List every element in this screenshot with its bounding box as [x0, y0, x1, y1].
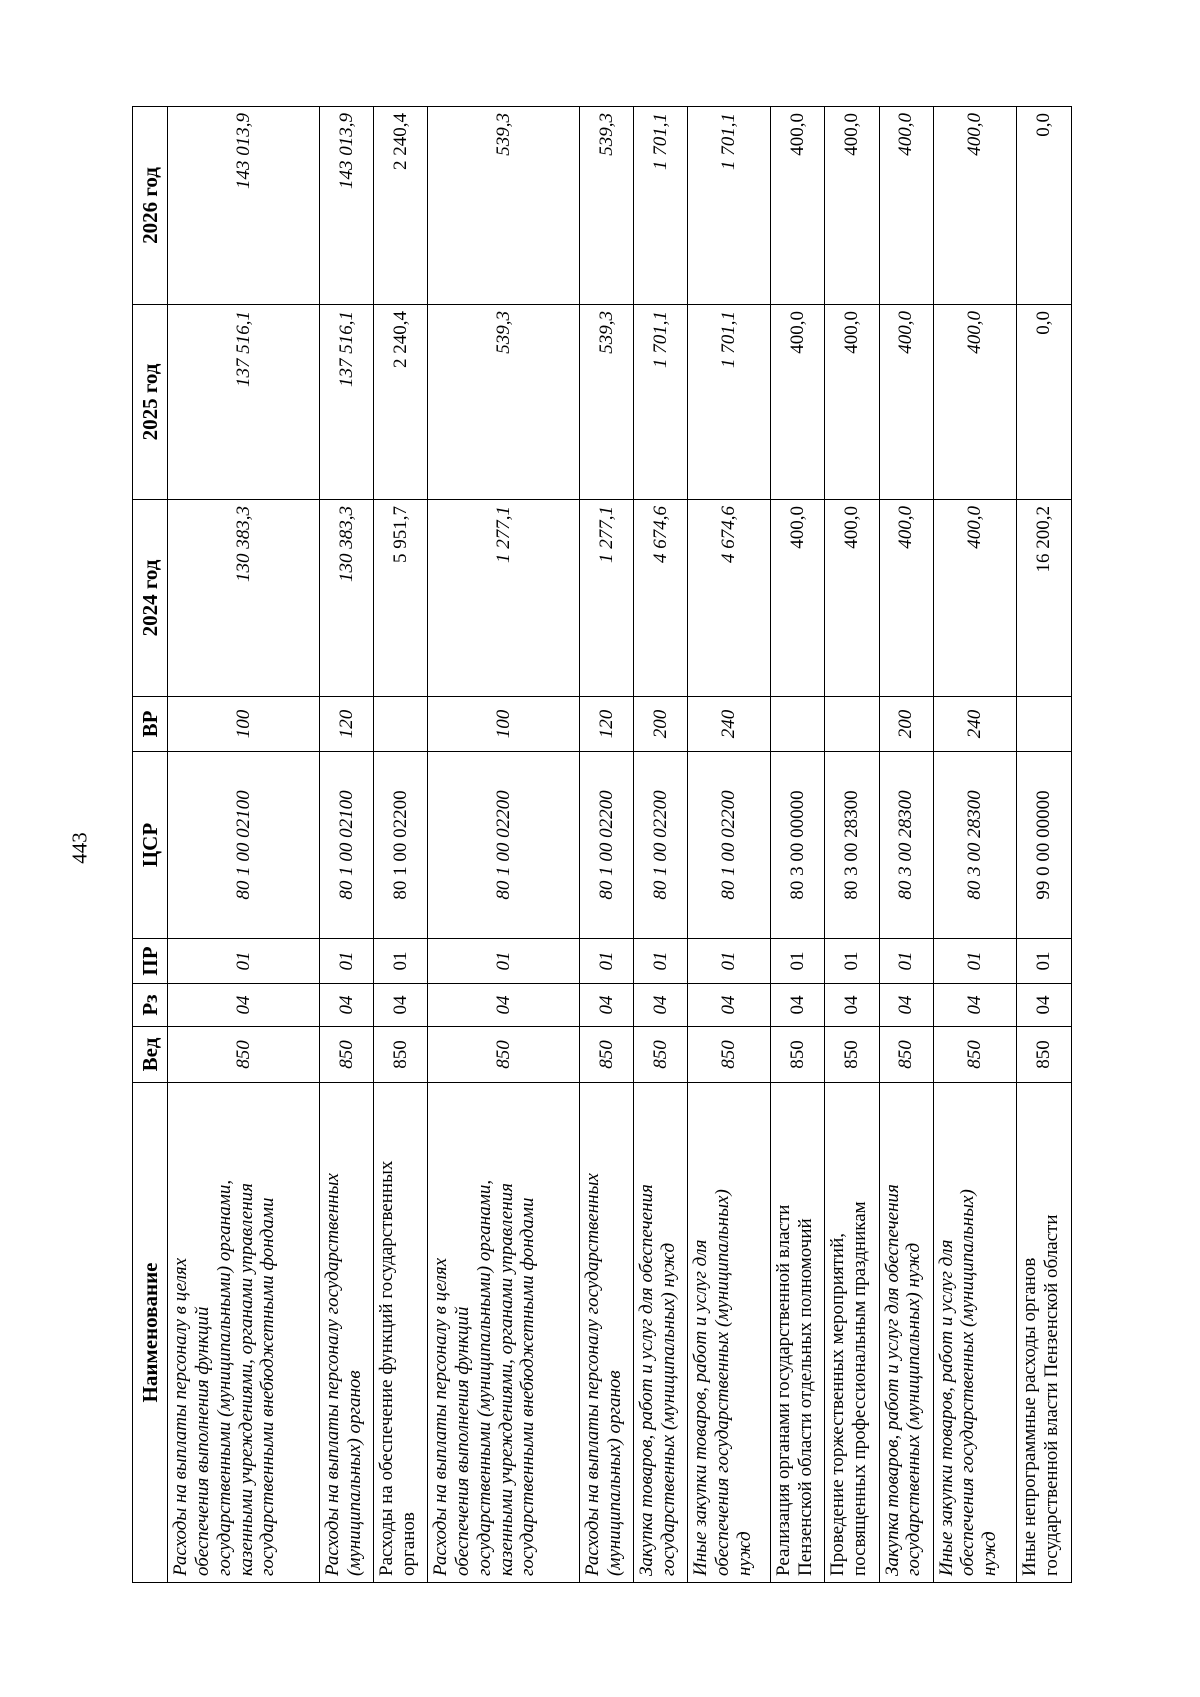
cell-2025: 400,0 [933, 305, 1016, 500]
cell-name-line: (муниципальных) органов [603, 1370, 625, 1576]
cell-2024: 130 383,3 [319, 500, 373, 697]
header-rz: Рз [133, 984, 168, 1027]
cell-name [771, 1083, 825, 1583]
cell-name-line: государственными внебюджетными фондами [257, 1197, 279, 1576]
cell-vr: 240 [688, 697, 771, 752]
cell-rz: 04 [634, 984, 688, 1027]
cell-rz: 04 [1016, 984, 1071, 1027]
cell-ved: 850 [319, 1027, 373, 1083]
cell-rz: 04 [933, 984, 1016, 1027]
cell-2024: 400,0 [825, 500, 879, 697]
cell-ved: 850 [933, 1027, 1016, 1083]
cell-csr: 80 3 00 28300 [879, 752, 933, 939]
cell-name-line: государственными внебюджетными фондами [517, 1197, 539, 1576]
cell-ved: 850 [634, 1027, 688, 1083]
budget-table [132, 106, 1072, 1583]
cell-2026: 539,3 [579, 107, 633, 305]
cell-name-line: Закупка товаров, работ и услуг для обеспечения [636, 1184, 658, 1576]
table-row [879, 107, 933, 1583]
cell-csr: 80 1 00 02200 [688, 752, 771, 939]
cell-vr [825, 697, 879, 752]
cell-2024: 1 277,1 [579, 500, 633, 697]
table-row [168, 107, 320, 1583]
cell-ved: 850 [373, 1027, 427, 1083]
cell-2026: 1 701,1 [688, 107, 771, 305]
table-row [825, 107, 879, 1583]
cell-name-line: Иные закупки товаров, работ и услуг для [935, 1239, 957, 1576]
cell-vr: 200 [879, 697, 933, 752]
cell-ved: 850 [428, 1027, 580, 1083]
cell-name-line: нужд [979, 1531, 1001, 1576]
cell-name-line: государственными (муниципальными) органами, [473, 1179, 495, 1576]
header-name: Наименование [133, 1083, 168, 1583]
cell-name-line: Проведение торжественных мероприятий, [827, 1232, 849, 1576]
cell-ved: 850 [879, 1027, 933, 1083]
cell-pr: 01 [933, 939, 1016, 984]
table-row [771, 107, 825, 1583]
header-pr: ПР [133, 939, 168, 984]
cell-2024: 4 674,6 [688, 500, 771, 697]
cell-pr: 01 [825, 939, 879, 984]
cell-pr: 01 [319, 939, 373, 984]
cell-2025: 400,0 [825, 305, 879, 500]
cell-csr: 80 3 00 28300 [933, 752, 1016, 939]
cell-2024: 400,0 [879, 500, 933, 697]
cell-name-line: обеспечения государственных (муниципальных) [711, 1189, 733, 1576]
cell-rz: 04 [688, 984, 771, 1027]
cell-rz: 04 [373, 984, 427, 1027]
cell-rz: 04 [825, 984, 879, 1027]
cell-vr: 120 [579, 697, 633, 752]
cell-2026: 400,0 [771, 107, 825, 305]
cell-name-line: Расходы на выплаты персоналу государственных [581, 1173, 603, 1576]
table-row [933, 107, 1016, 1583]
cell-pr: 01 [373, 939, 427, 984]
cell-csr: 80 1 00 02100 [168, 752, 320, 939]
cell-ved: 850 [168, 1027, 320, 1083]
cell-name-line: органов [397, 1512, 419, 1576]
cell-pr: 01 [879, 939, 933, 984]
cell-2025: 2 240,4 [373, 305, 427, 500]
cell-pr: 01 [168, 939, 320, 984]
cell-name [373, 1083, 427, 1583]
cell-name-line: Закупка товаров, работ и услуг для обеспечения [881, 1184, 903, 1576]
cell-name-line: государственными (муниципальными) органами, [213, 1179, 235, 1576]
rotated-table-wrapper [132, 107, 1072, 1583]
cell-vr [1016, 697, 1071, 752]
table-row [428, 107, 580, 1583]
cell-name-line: Расходы на выплаты персоналу государственных [321, 1173, 343, 1576]
cell-name-line: государственной власти Пензенской области [1040, 1214, 1062, 1576]
cell-vr: 120 [319, 697, 373, 752]
cell-2026: 539,3 [428, 107, 580, 305]
cell-2025: 400,0 [771, 305, 825, 500]
cell-csr: 80 1 00 02100 [319, 752, 373, 939]
cell-name [428, 1083, 580, 1583]
cell-name-line: (муниципальных) органов [343, 1370, 365, 1576]
cell-2025: 1 701,1 [688, 305, 771, 500]
cell-2024: 1 277,1 [428, 500, 580, 697]
cell-ved: 850 [825, 1027, 879, 1083]
cell-pr: 01 [1016, 939, 1071, 984]
cell-name-line: обеспечения выполнения функций [191, 1306, 213, 1576]
cell-name [879, 1083, 933, 1583]
cell-rz: 04 [428, 984, 580, 1027]
cell-2026: 1 701,1 [634, 107, 688, 305]
cell-name-line: Расходы на выплаты персоналу в целях [170, 1257, 191, 1576]
cell-name-line: Иные закупки товаров, работ и услуг для [690, 1239, 712, 1576]
cell-name [319, 1083, 373, 1583]
header-csr: ЦСР [133, 752, 168, 939]
cell-vr: 240 [933, 697, 1016, 752]
cell-ved: 850 [688, 1027, 771, 1083]
cell-ved: 850 [1016, 1027, 1071, 1083]
cell-2026: 400,0 [825, 107, 879, 305]
cell-name-line: обеспечения выполнения функций [451, 1306, 473, 1576]
cell-name [1016, 1083, 1071, 1583]
header-2026: 2026 год [133, 107, 168, 305]
header-2024: 2024 год [133, 500, 168, 697]
cell-2026: 143 013,9 [168, 107, 320, 305]
cell-rz: 04 [579, 984, 633, 1027]
cell-pr: 01 [688, 939, 771, 984]
cell-2024: 130 383,3 [168, 500, 320, 697]
cell-name-line: казенными учреждениями, органами управления [495, 1183, 517, 1576]
cell-pr: 01 [634, 939, 688, 984]
table-row [373, 107, 427, 1583]
cell-name-line: обеспечения государственных (муниципальных) [957, 1189, 979, 1576]
cell-csr: 80 1 00 02200 [373, 752, 427, 939]
cell-2026: 2 240,4 [373, 107, 427, 305]
cell-name-line: Расходы на выплаты персоналу в целях [430, 1257, 452, 1576]
cell-name [579, 1083, 633, 1583]
cell-vr: 200 [634, 697, 688, 752]
cell-name-line: государственных (муниципальных) нужд [657, 1242, 679, 1576]
cell-name [688, 1083, 771, 1583]
cell-csr: 80 1 00 02200 [634, 752, 688, 939]
cell-name [825, 1083, 879, 1583]
table-row [319, 107, 373, 1583]
cell-2025: 539,3 [428, 305, 580, 500]
header-ved: Вед [133, 1027, 168, 1083]
table-row [579, 107, 633, 1583]
cell-name-line: Расходы на обеспечение функций государственных [375, 1160, 397, 1576]
cell-2025: 539,3 [579, 305, 633, 500]
cell-2025: 400,0 [879, 305, 933, 500]
cell-name-line: государственных (муниципальных) нужд [903, 1242, 925, 1576]
cell-2024: 4 674,6 [634, 500, 688, 697]
cell-2026: 0,0 [1016, 107, 1071, 305]
cell-vr: 100 [168, 697, 320, 752]
cell-rz: 04 [771, 984, 825, 1027]
table-body [168, 107, 1072, 1583]
table-row [634, 107, 688, 1583]
header-2025: 2025 год [133, 305, 168, 500]
cell-vr [373, 697, 427, 752]
cell-vr: 100 [428, 697, 580, 752]
cell-ved: 850 [579, 1027, 633, 1083]
cell-2026: 143 013,9 [319, 107, 373, 305]
cell-rz: 04 [168, 984, 320, 1027]
page-number: 443 [67, 832, 92, 864]
cell-csr: 80 3 00 00000 [771, 752, 825, 939]
cell-ved: 850 [771, 1027, 825, 1083]
cell-pr: 01 [771, 939, 825, 984]
cell-csr: 99 0 00 00000 [1016, 752, 1071, 939]
cell-2026: 400,0 [933, 107, 1016, 305]
cell-2025: 0,0 [1016, 305, 1071, 500]
cell-pr: 01 [579, 939, 633, 984]
cell-name [933, 1083, 1016, 1583]
cell-2024: 400,0 [771, 500, 825, 697]
cell-2024: 5 951,7 [373, 500, 427, 697]
cell-2024: 400,0 [933, 500, 1016, 697]
cell-name-line: казенными учреждениями, органами управления [235, 1183, 257, 1576]
cell-csr: 80 1 00 02200 [428, 752, 580, 939]
cell-name [168, 1083, 320, 1583]
cell-rz: 04 [319, 984, 373, 1027]
header-vr: ВР [133, 697, 168, 752]
cell-2026: 400,0 [879, 107, 933, 305]
cell-pr: 01 [428, 939, 580, 984]
cell-name-line: нужд [733, 1531, 755, 1576]
cell-name-line: Пензенской области отдельных полномочий [795, 1218, 817, 1576]
table-row [1016, 107, 1071, 1583]
cell-name-line: Иные непрограммные расходы органов [1018, 1257, 1040, 1576]
cell-2024: 16 200,2 [1016, 500, 1071, 697]
cell-rz: 04 [879, 984, 933, 1027]
table-header-row [133, 107, 168, 1583]
cell-name [634, 1083, 688, 1583]
cell-2025: 1 701,1 [634, 305, 688, 500]
cell-2025: 137 516,1 [319, 305, 373, 500]
cell-name-line: Реализация органами государственной власти [773, 1204, 795, 1576]
cell-vr [771, 697, 825, 752]
cell-csr: 80 1 00 02200 [579, 752, 633, 939]
cell-name-line: посвященных профессиональным праздникам [849, 1201, 871, 1576]
cell-2025: 137 516,1 [168, 305, 320, 500]
table-row [688, 107, 771, 1583]
cell-csr: 80 3 00 28300 [825, 752, 879, 939]
